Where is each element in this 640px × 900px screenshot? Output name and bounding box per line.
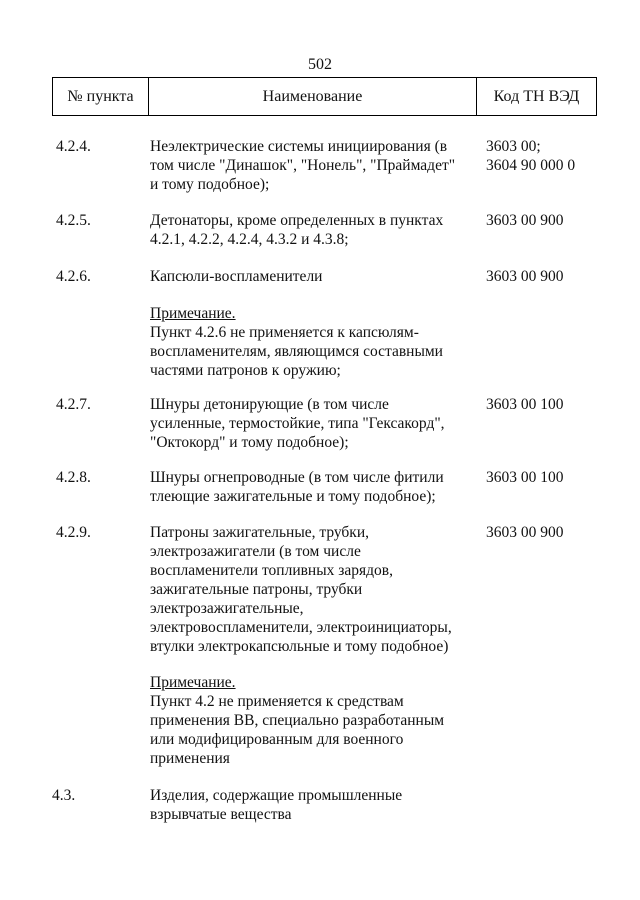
row-num: 4.3. — [52, 787, 76, 804]
row-num: 4.2.5. — [56, 212, 91, 229]
row-num: 4.2.4. — [56, 138, 91, 155]
row-name: Капсюли-воспламенители — [150, 268, 323, 285]
header-num: № пункта — [53, 78, 149, 115]
row-code: 3603 00 100 — [486, 469, 564, 486]
note-title: Примечание. — [150, 305, 236, 322]
row-num: 4.2.6. — [56, 268, 91, 285]
table-header — [52, 77, 597, 116]
row-name: Шнуры детонирующие (в том числе усиленные, термостойкие, типа "Гексакорд", "Октокорд" и тому подобное); — [150, 396, 445, 451]
row-code: 3603 00 900 — [486, 268, 564, 285]
page-number: 502 — [308, 56, 332, 73]
row-name: Неэлектрические системы инициирования (в том числе "Динашок", "Нонель", "Праймадет" и тому подобное); — [150, 138, 456, 193]
header-name: Наименование — [149, 78, 477, 115]
row-name: Детонаторы, кроме определенных в пунктах 4.2.1, 4.2.2, 4.2.4, 4.3.2 и 4.3.8; — [150, 212, 444, 248]
row-num: 4.2.7. — [56, 396, 91, 413]
row-code: 3603 00 900 — [486, 524, 564, 541]
note-title: Примечание. — [150, 674, 236, 691]
row-name: Патроны зажигательные, трубки, электрозажигатели (в том числе воспламенители топливных зарядов, зажигательные патроны, трубки электрозажигательные, электровоспламенители, электроинициаторы, втулки электрокапсюльные и тому подобное) — [150, 524, 452, 655]
row-name: Изделия, содержащие промышленные взрывчатые вещества — [150, 787, 403, 823]
row-num: 4.2.8. — [56, 469, 91, 486]
row-code: 3603 00 900 — [486, 212, 564, 229]
row-name: Шнуры огнепроводные (в том числе фитили тлеющие зажигательные и тому подобное); — [150, 469, 444, 505]
row-code: 3603 00; 3604 90 000 0 — [486, 138, 576, 174]
row-num: 4.2.9. — [56, 524, 91, 541]
header-code: Код ТН ВЭД — [493, 88, 580, 105]
row-code: 3603 00 100 — [486, 396, 564, 413]
